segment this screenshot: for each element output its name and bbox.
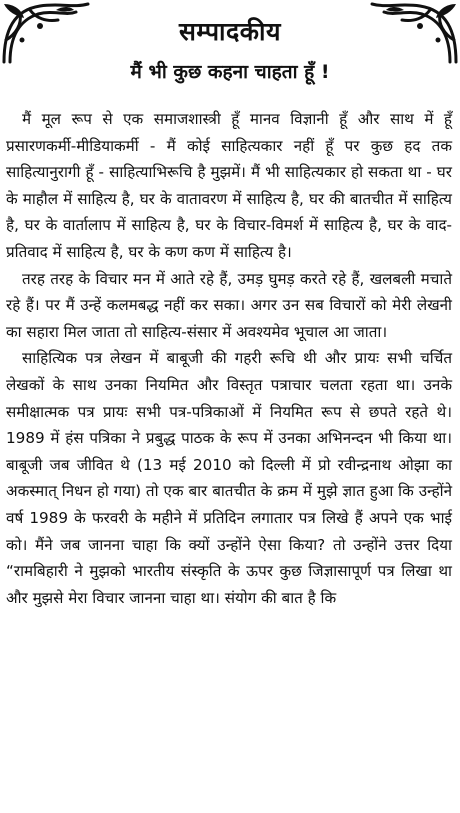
article-body <box>6 106 452 611</box>
paragraph: मैं मूल रूप से एक समाजशास्त्री हूँ मानव विज्ञानी हूँ और साथ में हूँ प्रसारणकर्मी-मीडियाकर्मी - मैं कोई साहित्यकार नहीं हूँ पर कुछ हद तक साहित्यानुरागी हूँ - साहित्याभिरूचि है मुझमें। मैं भी साहित्यकार हो सकता था - घर के माहौल में साहित्य है, घर के वातावरण में साहित्य है, घर की बातचीत में साहित्य है, घर के वार्तालाप में साहित्य है, घर के विचार-विमर्श में साहित्य है, घर के वाद-प्रतिवाद में साहित्य है, घर के कण कण में साहित्य है। <box>6 110 452 261</box>
page-title: सम्पादकीय <box>178 17 281 46</box>
page-subtitle: मैं भी कुछ कहना चाहता हूँ ! <box>130 61 330 83</box>
paragraph: साहित्यिक पत्र लेखन में बाबूजी की गहरी रूचि थी और प्रायः सभी चर्चित लेखकों के साथ उनका नियमित और विस्तृत पत्राचार चलता रहता था। उनके समीक्षात्मक पत्र प्रायः सभी पत्र-पत्रिकाओं में नियमित रूप से छपते रहते थे। 1989 में हंस पत्रिका ने प्रबुद्ध पाठक के रूप में उनका अभिनन्दन भी किया था। बाबूजी जब जीवित थे (13 मई 2010 को दिल्ली में प्रो रवीन्द्रनाथ ओझा का अकस्मात् निधन हो गया) तो एक बार बातचीत के क्रम में मुझे ज्ञात हुआ कि उन्होंने वर्ष 1989 के फरवरी के महीने में प्रतिदिन लगातार पत्र लिखे हैं अपने एक भाई को। मैंने जब जानना चाहा कि क्यों उन्होंने ऐसा किया? तो उन्होंने उत्तर दिया “रामबिहारी ने मुझको भारतीय संस्कृति के ऊपर कुछ जिज्ञासापूर्ण पत्र लिखा था और मुझसे मेरा विचार जानना चाहा था। संयोग की बात है कि <box>6 349 452 607</box>
paragraph: तरह तरह के विचार मन में आते रहे हैं, उमड़ घुमड़ करते रहे हैं, खलबली मचाते रहे हैं। पर मैं उन्हें कलमबद्ध नहीं कर सका। अगर उन सब विचारों को मेरी लेखनी का सहारा मिल जाता तो साहित्य-संसार में अवश्यमेव भूचाल आ जाता। <box>6 269 452 341</box>
